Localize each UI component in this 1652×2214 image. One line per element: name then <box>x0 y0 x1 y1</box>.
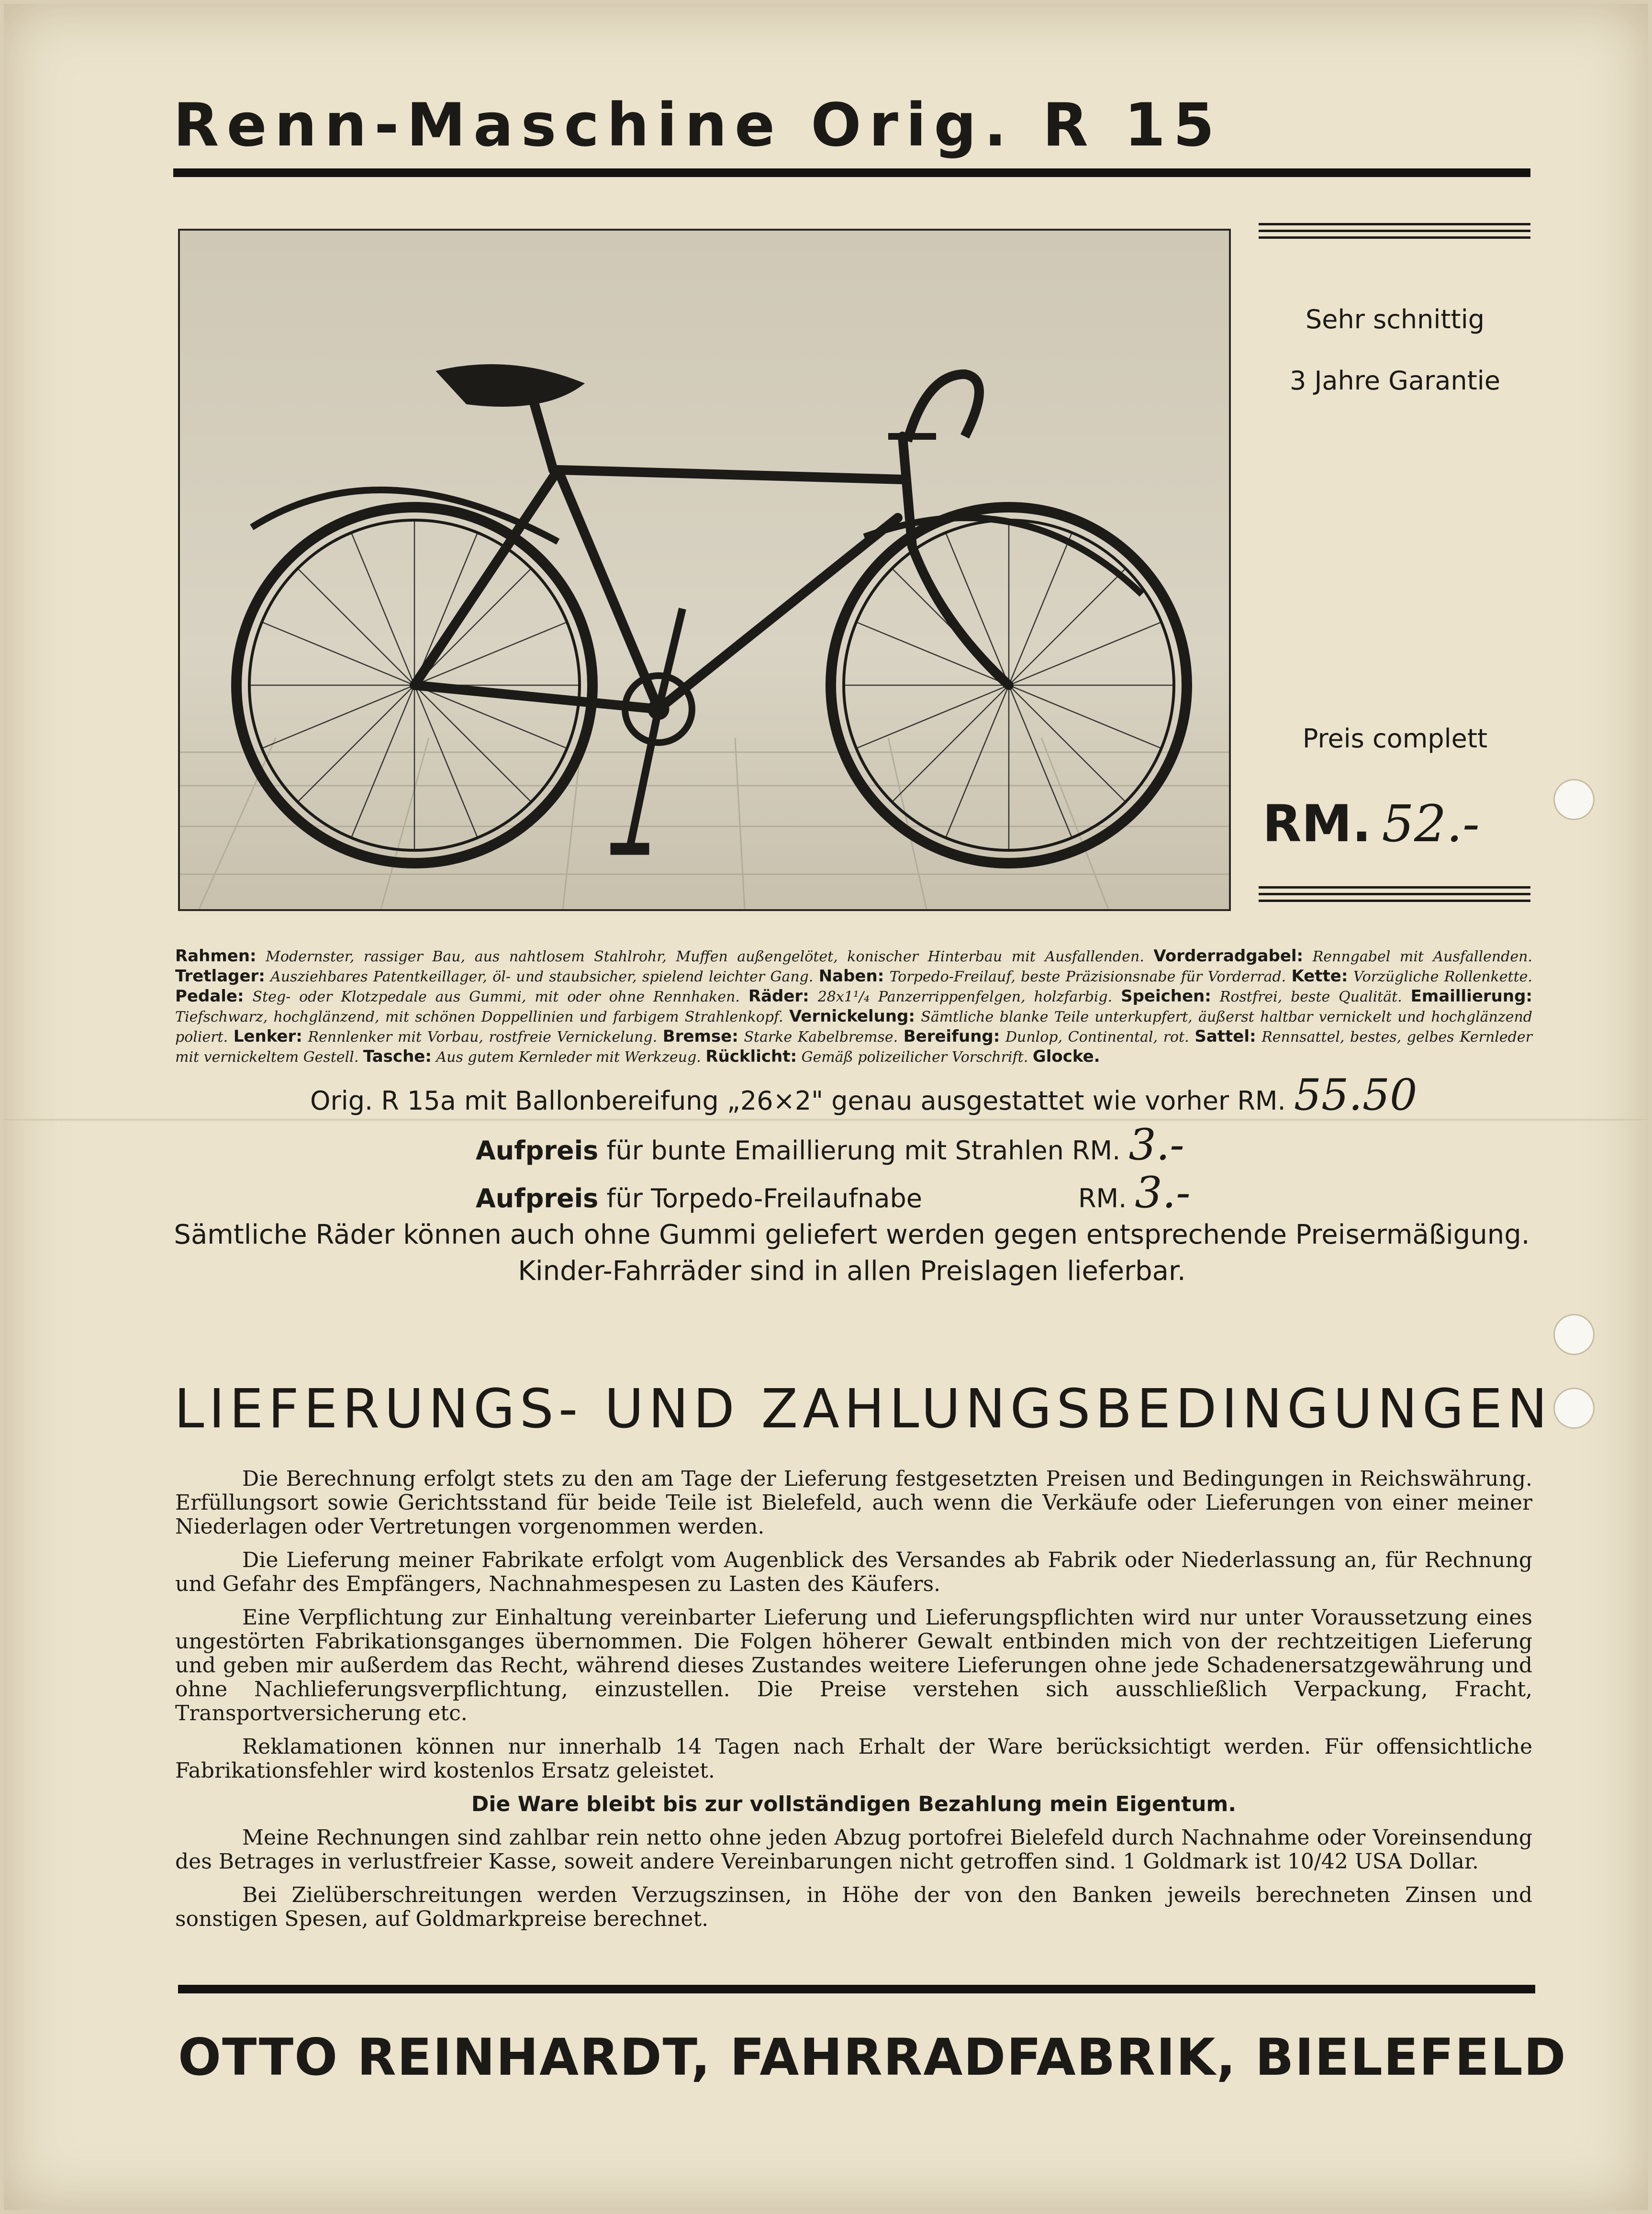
surcharge-hub: Aufpreis für Torpedo-Freilaufnabe RM. 3.- <box>476 1168 1191 1218</box>
spec-item: Tasche: Aus gutem Kernleder mit Werkzeug. <box>363 1047 701 1066</box>
spec-item: Speichen: Rostfrei, beste Qualität. <box>1121 987 1402 1006</box>
balloon-option <box>310 1070 1417 1120</box>
spec-item: Vernickelung: Sämtliche blanke Teile unterkupfert, äußerst haltbar vernickelt und hochglänzend poliert. <box>175 1007 1532 1046</box>
spec-item: Vorderradgabel: Renngabel mit Ausfallenden. <box>1153 946 1532 966</box>
spec-item: Lenker: Rennlenker mit Vorbau, rostfreie Vernickelung. <box>233 1027 658 1046</box>
children-bike-note: Kinder-Fahrräder sind in allen Preislagen lieferbar. <box>518 1256 1186 1287</box>
terms-paragraph: Bei Zielüberschreitungen werden Verzugszinsen, in Höhe der von den Banken jeweils berechneten Zinsen und sonstigen Spesen, auf Goldmarkpreise berechnet. <box>175 1883 1532 1931</box>
spec-item: Bremse: Starke Kabelbremse. <box>662 1027 898 1046</box>
company-name: OTTO REINHARDT, FAHRRADFABRIK, BIELEFELD <box>178 2028 1567 2087</box>
terms-paragraph: Reklamationen können nur innerhalb 14 Tagen nach Erhalt der Ware berücksichtigt werden. Für offensichtliche Fabrikationsfehler wird kostenlos Ersatz geleistet. <box>175 1735 1532 1783</box>
price-currency: RM. <box>1262 794 1372 853</box>
terms-heading: LIEFERUNGS- UND ZAHLUNGSBEDINGUNGEN <box>174 1378 1552 1440</box>
tyre-note: Sämtliche Räder können auch ohne Gummi geliefert werden gegen entsprechende Preisermäßigung. <box>174 1219 1530 1250</box>
footer-rule <box>178 1985 1535 1993</box>
balloon-option-text: Orig. R 15a mit Ballonbereifung „26×2" genau ausgestattet wie vorher RM. <box>310 1086 1286 1116</box>
spec-item: Räder: 28x1¹/₄ Panzerrippenfelgen, holzfarbig. <box>748 987 1113 1006</box>
title-rule <box>173 168 1530 177</box>
terms-paragraph: Eine Verpflichtung zur Einhaltung vereinbarter Lieferung und Lieferungspflichten wird nur unter Voraussetzung eines ungestörten Fabrikationsganges übernommen. Die Folgen höherer Gewalt entbinden mich von der rechtzeitigen Lieferung und geben mir außerdem das Recht, während dieses Zustandes weitere Lieferungen ohne jede Schadenersatzgewährung und ohne Nachlieferungsverpflichtung, einzustellen. Die Preise verstehen sich ausschließlich Verpackung, Fracht, Transportversicherung etc. <box>175 1605 1532 1725</box>
price-value: 52.- <box>1382 794 1480 853</box>
double-rule <box>1259 886 1530 902</box>
punch-hole <box>1553 1388 1595 1429</box>
spec-item: Glocke. <box>1032 1047 1100 1066</box>
price-label: Preis complett <box>1302 723 1488 754</box>
surcharge-enamel: Aufpreis für bunte Emaillierung mit Strahlen RM. 3.- <box>476 1120 1184 1170</box>
price <box>1262 794 1480 853</box>
specifications <box>175 946 1532 1067</box>
terms-paragraph: Meine Rechnungen sind zahlbar rein netto ohne jeden Abzug portofrei Bielefeld durch Nachnahme oder Voreinsendung des Betrages in verlustfreier Kasse, soweit andere Vereinbarungen nicht getroffen sind. 1 Goldmark ist 10/42 USA Dollar. <box>175 1825 1532 1874</box>
double-rule <box>1259 223 1530 239</box>
warranty-note: 3 Jahre Garantie <box>1289 366 1500 396</box>
spec-item: Emaillierung: Tiefschwarz, hochglänzend, mit schönen Doppellinien und farbigem Strahlenkopf. <box>175 987 1533 1025</box>
spec-item: Rahmen: Modernster, rassiger Bau, aus nahtlosem Stahlrohr, Muffen außengelötet, konischer Hinterbau mit Ausfallenden. <box>175 946 1144 966</box>
bicycle-photo <box>178 229 1231 911</box>
bicycle-illustration <box>180 231 1229 909</box>
terms-paragraph: Die Lieferung meiner Fabrikate erfolgt vom Augenblick des Versandes ab Fabrik oder Niederlassung an, für Rechnung und Gefahr des Empfängers, Nachnahmespesen zu Lasten des Käufers. <box>175 1548 1532 1596</box>
punch-hole <box>1553 779 1595 820</box>
spec-item: Kette: Vorzügliche Rollenkette. <box>1291 967 1532 986</box>
ownership-clause: Die Ware bleibt bis zur vollständigen Bezahlung mein Eigentum. <box>471 1792 1237 1816</box>
surcharge-label: Aufpreis <box>476 1183 599 1213</box>
surcharge-label: Aufpreis <box>476 1135 599 1166</box>
surcharge-price: 3.- <box>1128 1120 1184 1170</box>
page-title: Renn-Maschine Orig. R 15 <box>173 91 1222 160</box>
feature-note: Sehr schnittig <box>1306 304 1485 334</box>
spec-item: Pedale: Steg- oder Klotzpedale aus Gummi, mit oder ohne Rennhaken. <box>175 987 740 1006</box>
balloon-option-price: 55.50 <box>1294 1070 1418 1120</box>
terms-text <box>175 1467 1532 1941</box>
spec-item: Rücklicht: Gemäß polizeilicher Vorschrift. <box>705 1047 1028 1066</box>
terms-paragraph: Die Berechnung erfolgt stets zu den am Tage der Lieferung festgesetzten Preisen und Bedingungen in Reichswährung. Erfüllungsort sowie Gerichtsstand für beide Teile ist Bielefeld, auch wenn die Verkäufe oder Lieferungen von einer meiner Niederlagen oder Vertretungen vorgenommen werden. <box>175 1467 1532 1539</box>
spec-item: Naben: Torpedo-Freilauf, beste Präzisionsnabe für Vorderrad. <box>818 967 1286 986</box>
spec-item: Sattel: Rennsattel, bestes, gelbes Kernleder mit vernickeltem Gestell. <box>175 1027 1532 1066</box>
spec-item: Bereifung: Dunlop, Continental, rot. <box>903 1027 1189 1046</box>
spec-item: Tretlager: Ausziehbares Patentkeillager, öl- und staubsicher, spielend leichter Gang. <box>175 967 814 986</box>
punch-hole <box>1553 1314 1595 1355</box>
surcharge-price: 3.- <box>1135 1168 1191 1218</box>
